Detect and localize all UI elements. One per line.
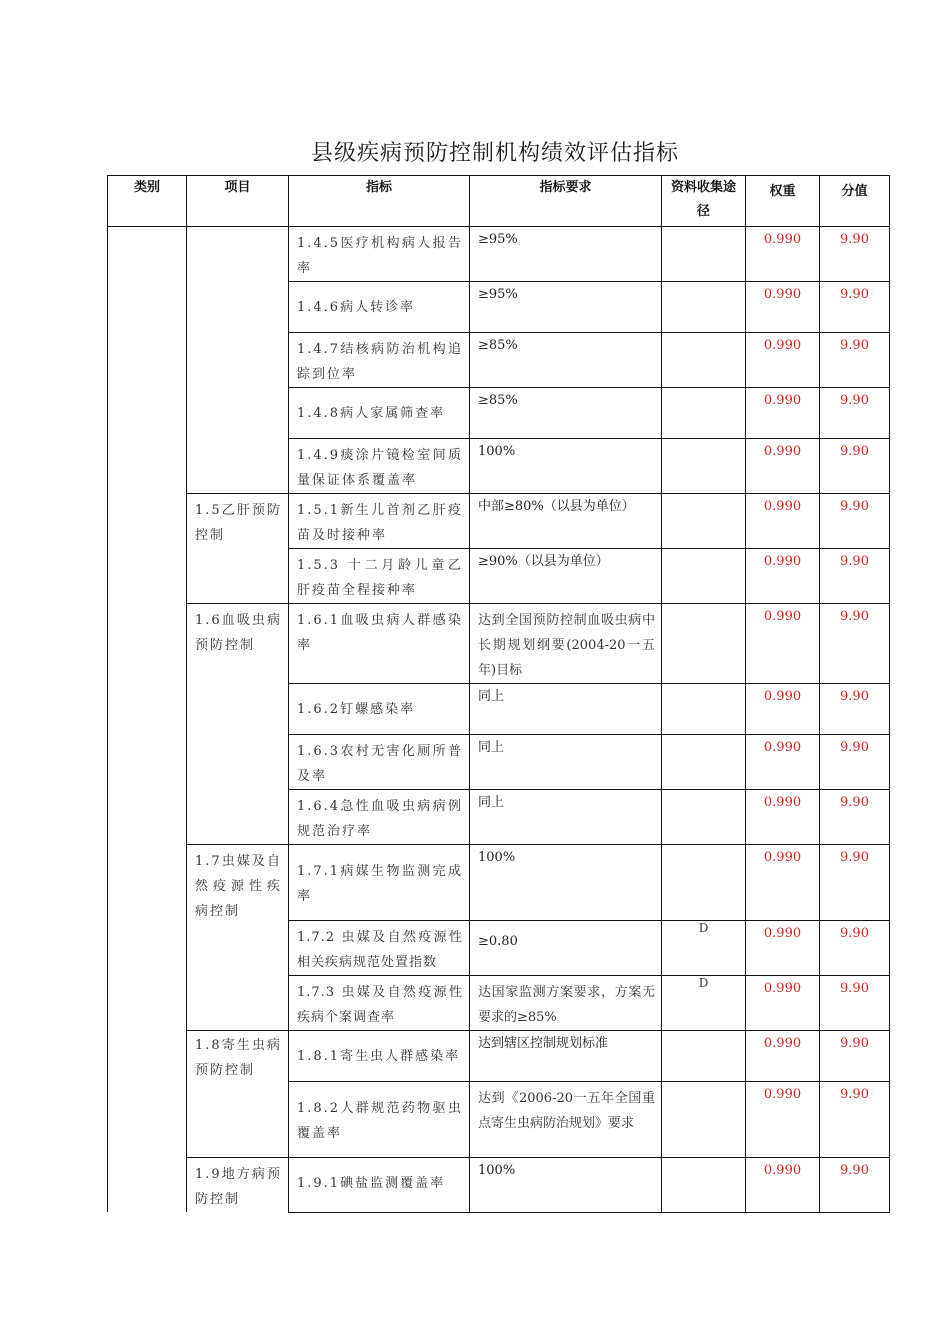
score-cell: 9.90 bbox=[820, 494, 890, 549]
source-cell bbox=[662, 439, 746, 494]
score-cell: 9.90 bbox=[820, 388, 890, 439]
project-cell: 1.6血吸虫病预防控制 bbox=[187, 604, 289, 845]
indicator-cell: 1.9.1碘盐监测覆盖率 bbox=[289, 1158, 470, 1213]
source-cell bbox=[662, 1082, 746, 1158]
weight-cell: 0.990 bbox=[746, 1031, 820, 1082]
requirement-cell: 100% bbox=[470, 845, 662, 921]
indicator-cell: 1.4.7结核病防治机构追踪到位率 bbox=[289, 333, 470, 388]
indicator-cell: 1.5.3 十二月龄儿童乙肝疫苗全程接种率 bbox=[289, 549, 470, 604]
weight-cell: 0.990 bbox=[746, 684, 820, 735]
header-row bbox=[108, 176, 890, 227]
requirement-cell: 同上 bbox=[470, 735, 662, 790]
indicator-cell: 1.8.1寄生虫人群感染率 bbox=[289, 1031, 470, 1082]
requirement-cell: ≥85% bbox=[470, 333, 662, 388]
requirement-cell: 同上 bbox=[470, 684, 662, 735]
source-cell bbox=[662, 549, 746, 604]
weight-cell: 0.990 bbox=[746, 549, 820, 604]
weight-cell: 0.990 bbox=[746, 1082, 820, 1158]
header-requirement: 指标要求 bbox=[470, 176, 662, 227]
indicator-cell: 1.6.3农村无害化厕所普及率 bbox=[289, 735, 470, 790]
weight-cell: 0.990 bbox=[746, 604, 820, 684]
header-project: 项目 bbox=[187, 176, 289, 227]
score-cell: 9.90 bbox=[820, 604, 890, 684]
document-title: 县级疾病预防控制机构绩效评估指标 bbox=[310, 141, 679, 166]
source-cell bbox=[662, 227, 746, 282]
score-cell: 9.90 bbox=[820, 227, 890, 282]
requirement-cell: ≥90%（以县为单位） bbox=[470, 549, 662, 604]
table-row bbox=[108, 494, 890, 549]
project-cell: 1.9地方病预防控制 bbox=[187, 1158, 289, 1213]
score-cell: 9.90 bbox=[820, 684, 890, 735]
weight-cell: 0.990 bbox=[746, 845, 820, 921]
requirement-cell: 达到辖区控制规划标准 bbox=[470, 1031, 662, 1082]
score-cell: 9.90 bbox=[820, 1031, 890, 1082]
source-cell bbox=[662, 1158, 746, 1213]
indicator-cell: 1.6.4急性血吸虫病病例规范治疗率 bbox=[289, 790, 470, 845]
source-cell bbox=[662, 1031, 746, 1082]
weight-cell: 0.990 bbox=[746, 976, 820, 1031]
weight-cell: 0.990 bbox=[746, 439, 820, 494]
source-cell bbox=[662, 921, 746, 976]
weight-cell: 0.990 bbox=[746, 227, 820, 282]
source-cell bbox=[662, 790, 746, 845]
table-row bbox=[108, 845, 890, 921]
requirement-cell: 达到《2006-20一五年全国重点寄生虫病防治规划》要求 bbox=[470, 1082, 662, 1158]
indicator-cell: 1.4.8病人家属筛查率 bbox=[289, 388, 470, 439]
table-row bbox=[108, 1031, 890, 1082]
source-cell bbox=[662, 735, 746, 790]
source-cell bbox=[662, 494, 746, 549]
indicator-cell: 1.7.3 虫媒及自然疫源性疾病个案调查率 bbox=[289, 976, 470, 1031]
source-cell bbox=[662, 282, 746, 333]
score-cell: 9.90 bbox=[820, 333, 890, 388]
weight-cell: 0.990 bbox=[746, 790, 820, 845]
indicator-cell: 1.6.1血吸虫病人群感染率 bbox=[289, 604, 470, 684]
requirement-cell: 同上 bbox=[470, 790, 662, 845]
indicator-cell: 1.5.1新生儿首剂乙肝疫苗及时接种率 bbox=[289, 494, 470, 549]
category-cell bbox=[108, 227, 187, 1213]
source-cell bbox=[662, 845, 746, 921]
requirement-cell: 达国家监测方案要求，方案无要求的≥85% bbox=[470, 976, 662, 1031]
table-row bbox=[108, 604, 890, 684]
score-cell: 9.90 bbox=[820, 1082, 890, 1158]
score-cell: 9.90 bbox=[820, 439, 890, 494]
table-row bbox=[108, 227, 890, 282]
source-cell bbox=[662, 333, 746, 388]
source-value: D bbox=[698, 921, 709, 935]
requirement-cell: 达到全国预防控制血吸虫病中长期规划纲要(2004-20一五年)目标 bbox=[470, 604, 662, 684]
indicator-cell: 1.4.6病人转诊率 bbox=[289, 282, 470, 333]
source-value: D bbox=[698, 976, 709, 990]
indicator-cell: 1.7.1病媒生物监测完成率 bbox=[289, 845, 470, 921]
score-cell: 9.90 bbox=[820, 735, 890, 790]
weight-cell: 0.990 bbox=[746, 735, 820, 790]
weight-cell: 0.990 bbox=[746, 921, 820, 976]
weight-cell: 0.990 bbox=[746, 333, 820, 388]
weight-cell: 0.990 bbox=[746, 388, 820, 439]
project-cell-continued bbox=[187, 227, 289, 494]
source-cell bbox=[662, 604, 746, 684]
indicator-cell: 1.4.9痰涂片镜检室间质量保证体系覆盖率 bbox=[289, 439, 470, 494]
score-cell: 9.90 bbox=[820, 549, 890, 604]
weight-cell: 0.990 bbox=[746, 282, 820, 333]
indicator-cell: 1.6.2钉螺感染率 bbox=[289, 684, 470, 735]
score-cell: 9.90 bbox=[820, 1158, 890, 1213]
table-row bbox=[108, 1158, 890, 1213]
score-cell: 9.90 bbox=[820, 282, 890, 333]
indicator-cell: 1.7.2 虫媒及自然疫源性相关疾病规范处置指数 bbox=[289, 921, 470, 976]
requirement-cell: ≥0.80 bbox=[470, 921, 662, 976]
requirement-cell: ≥95% bbox=[470, 227, 662, 282]
score-cell: 9.90 bbox=[820, 976, 890, 1031]
source-cell bbox=[662, 684, 746, 735]
header-weight: 权重 bbox=[746, 176, 820, 227]
score-cell: 9.90 bbox=[820, 921, 890, 976]
weight-cell: 0.990 bbox=[746, 494, 820, 549]
project-cell: 1.8寄生虫病预防控制 bbox=[187, 1031, 289, 1158]
header-category: 类别 bbox=[108, 176, 187, 227]
requirement-cell: ≥95% bbox=[470, 282, 662, 333]
project-cell: 1.5乙肝预防控制 bbox=[187, 494, 289, 604]
indicator-cell: 1.8.2人群规范药物驱虫覆盖率 bbox=[289, 1082, 470, 1158]
weight-cell: 0.990 bbox=[746, 1158, 820, 1213]
indicator-table bbox=[107, 175, 890, 1213]
source-cell bbox=[662, 388, 746, 439]
header-indicator: 指标 bbox=[289, 176, 470, 227]
header-score: 分值 bbox=[820, 176, 890, 227]
requirement-cell: 100% bbox=[470, 1158, 662, 1213]
requirement-cell: 100% bbox=[470, 439, 662, 494]
indicator-cell: 1.4.5医疗机构病人报告率 bbox=[289, 227, 470, 282]
requirement-cell: ≥85% bbox=[470, 388, 662, 439]
score-cell: 9.90 bbox=[820, 790, 890, 845]
requirement-cell: 中部≥80%（以县为单位） bbox=[470, 494, 662, 549]
score-cell: 9.90 bbox=[820, 845, 890, 921]
header-source: 资料收集途径 bbox=[662, 176, 746, 227]
project-cell: 1.7虫媒及自然疫源性疾病控制 bbox=[187, 845, 289, 1031]
source-cell bbox=[662, 976, 746, 1031]
